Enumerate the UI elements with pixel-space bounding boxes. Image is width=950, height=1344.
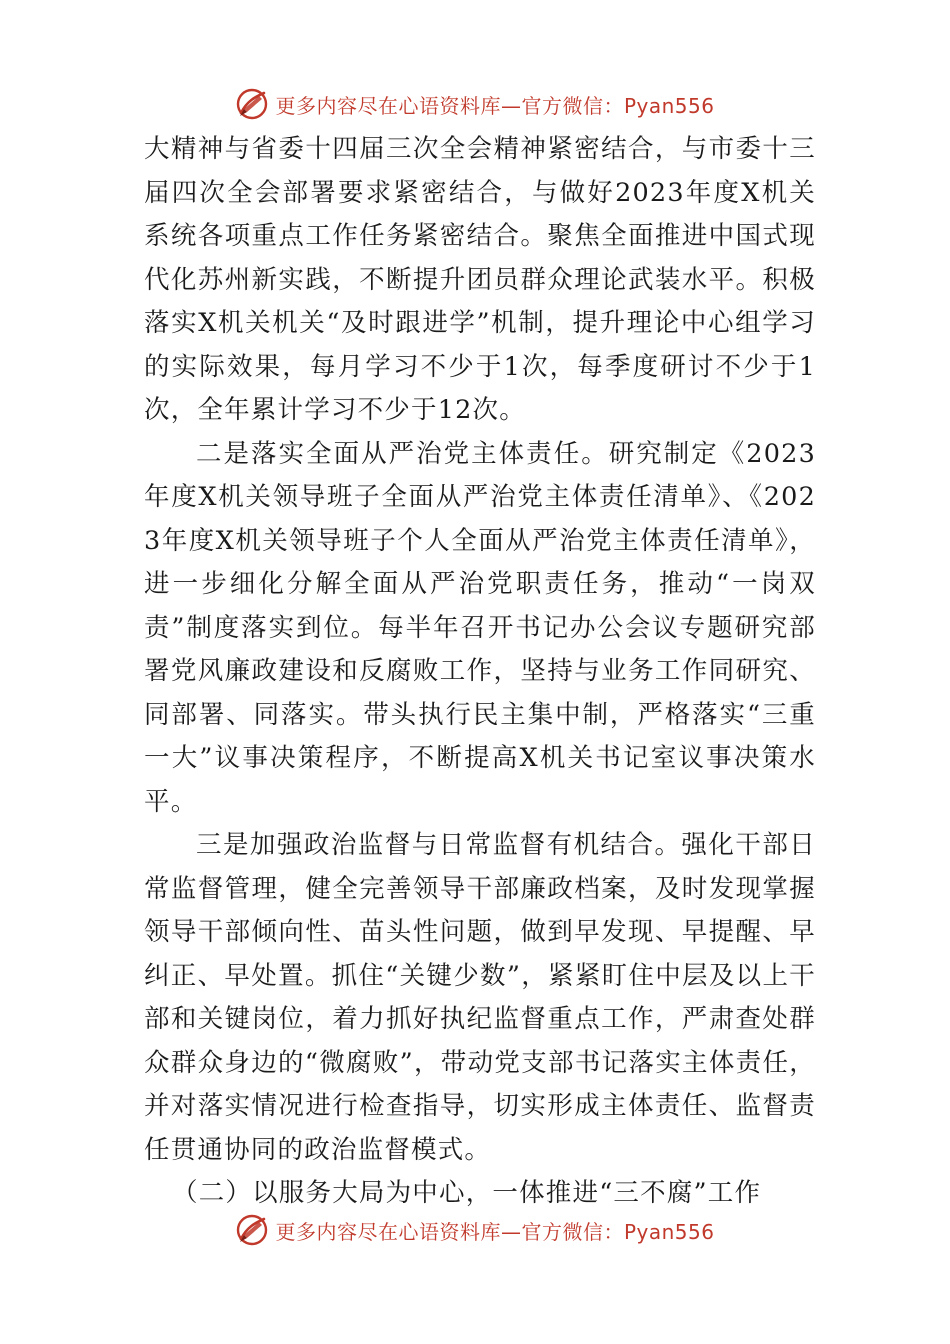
watermark-text: 更多内容尽在心语资料库—官方微信：Pyan556 xyxy=(275,1219,715,1244)
document-body xyxy=(144,128,816,1216)
paragraph-continuation: 大精神与省委十四届三次全会精神紧密结合，与市委十三届四次全会部署要求紧密结合，与做好2023年度X机关系统各项重点工作任务紧密结合。聚焦全面推进中国式现代化苏州新实践，不断提升团员群众理论武装水平。积极落实X机关机关“及时跟进学”机制，提升理论中心组学习的实际效果，每月学习不少于1次，每季度研讨不少于1次，全年累计学习不少于12次。 xyxy=(144,134,816,425)
pen-logo-icon xyxy=(235,1213,269,1247)
footer-watermark xyxy=(0,1210,950,1250)
paragraph-point-two: 二是落实全面从严治党主体责任。研究制定《2023年度X机关领导班子全面从严治党主体责任清单》、《2023年度X机关领导班子个人全面从严治党主体责任清单》，进一步细化分解全面从严治党职责任务，推动“一岗双责”制度落实到位。每半年召开书记办公会议专题研究部署党风廉政建设和反腐败工作，坚持与业务工作同研究、同部署、同落实。带头执行民主集中制，严格落实“三重一大”议事决策程序，不断提高X机关书记室议事决策水平。 xyxy=(144,438,816,817)
watermark-text: 更多内容尽在心语资料库—官方微信：Pyan556 xyxy=(275,93,715,118)
pen-logo-icon xyxy=(235,87,269,121)
paragraph-point-three: 三是加强政治监督与日常监督有机结合。强化干部日常监督管理，健全完善领导干部廉政档案，及时发现掌握领导干部倾向性、苗头性问题，做到早发现、早提醒、早纠正、早处置。抓住“关键少数”，紧紧盯住中层及以上干部和关键岗位，着力抓好执纪监督重点工作，严肃查处群众群众身边的“微腐败”，带动党支部书记落实主体责任，并对落实情况进行检查指导，切实形成主体责任、监督责任贯通协同的政治监督模式。 xyxy=(144,830,816,1165)
header-watermark xyxy=(0,84,950,124)
section-heading: （二）以服务大局为中心，一体推进“三不腐”工作 xyxy=(172,1178,762,1208)
